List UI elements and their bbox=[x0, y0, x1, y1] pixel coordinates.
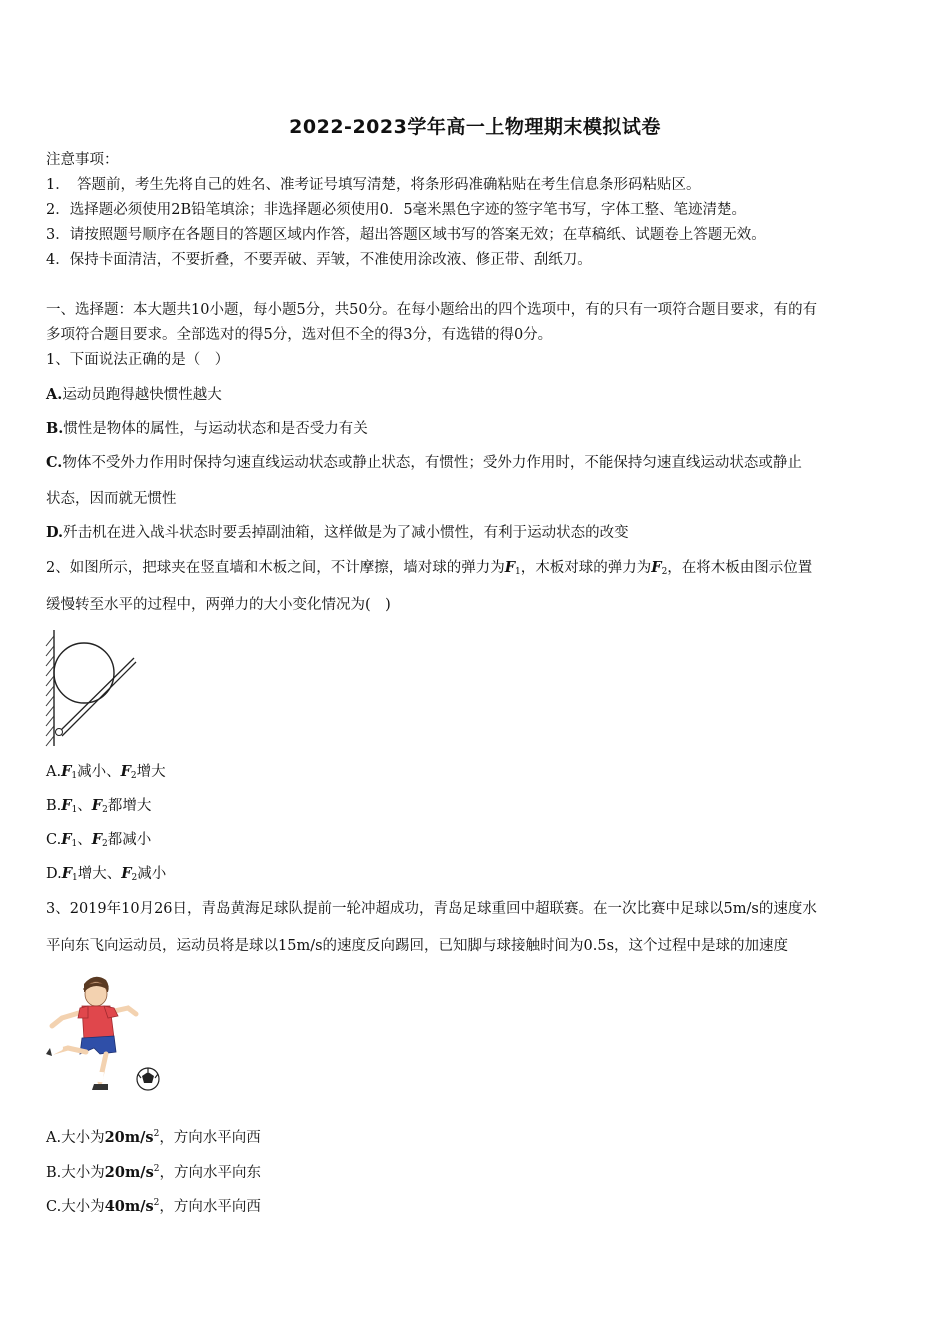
page-title: 2022-2023学年高一上物理期末模拟试卷 bbox=[289, 116, 661, 138]
notice-item: 4．保持卡面清洁，不要折叠，不要弄破、弄皱，不准使用涂改液、修正带、刮纸刀。 bbox=[46, 252, 592, 268]
q1-option-c-cont: 状态，因而就无惯性 bbox=[46, 491, 177, 507]
q3-option-a: A.大小为$20m/s^2$，方向水平向西 bbox=[46, 1129, 261, 1146]
section-intro-line: 多项符合题目要求。全部选对的得5分，选对但不全的得3分，有选错的得0分。 bbox=[46, 327, 553, 343]
q2-stem: 2、如图所示，把球夹在竖直墙和木板之间，不计摩擦，墙对球的弹力为$F_1$，木板对球的弹力为$F_2$，在将木板由图示位置 bbox=[46, 559, 813, 577]
q1-option-a: A.运动员跑得越快惯性越大 bbox=[46, 386, 222, 403]
q3-stem: 3、2019年10月26日，青岛黄海足球队提前一轮冲超成功，青岛足球重回中超联赛。在一次比赛中足球以5m/s的速度水 bbox=[46, 901, 817, 917]
ball-wall-board-figure bbox=[44, 628, 138, 750]
q1-option-c: C.物体不受外力作用时保持匀速直线运动状态或静止状态，有惯性；受外力作用时，不能保持匀速直线运动状态或静止 bbox=[46, 454, 802, 471]
q1-option-b: B.惯性是物体的属性，与运动状态和是否受力有关 bbox=[46, 420, 368, 437]
q3-stem-cont: 平向东飞向运动员，运动员将是球以15m/s的速度反向踢回，已知脚与球接触时间为0.5s，这个过程中是球的加速度 bbox=[46, 938, 789, 954]
notice-item: 2．选择题必须使用2B铅笔填涂；非选择题必须使用0．5毫米黑色字迹的签字笔书写，字体工整、笔迹清楚。 bbox=[46, 202, 747, 218]
q3-option-c: C.大小为$40m/s^2$，方向水平向西 bbox=[46, 1198, 261, 1215]
q2-option-a: $A.F_1$减小、$F_2$增大 bbox=[46, 763, 166, 781]
q1-option-d: D.歼击机在进入战斗状态时要丢掉副油箱，这样做是为了减小惯性，有利于运动状态的改变 bbox=[46, 524, 629, 541]
q2-option-d: $D.F_1$增大、$F_2$减小 bbox=[46, 865, 167, 883]
notice-item: 3．请按照题号顺序在各题目的答题区域内作答，超出答题区域书写的答案无效；在草稿纸、试题卷上答题无效。 bbox=[46, 227, 766, 243]
section-intro-line: 一、选择题：本大题共10小题，每小题5分，共50分。在每小题给出的四个选项中，有的只有一项符合题目要求，有的有 bbox=[46, 302, 818, 318]
q2-stem-cont: 缓慢转至水平的过程中，两弹力的大小变化情况为( ) bbox=[46, 597, 391, 613]
notice-item: 1． 答题前，考生先将自己的姓名、准考证号填写清楚，将条形码准确粘贴在考生信息条形码粘贴区。 bbox=[46, 177, 701, 193]
q2-option-b: $B.F_1$、$F_2$都增大 bbox=[46, 797, 152, 815]
q3-option-b: B.大小为$20m/s^2$，方向水平向东 bbox=[46, 1164, 261, 1181]
q2-option-c: $C.F_1$、$F_2$都减小 bbox=[46, 831, 152, 849]
q1-stem: 1、下面说法正确的是（ ） bbox=[46, 352, 230, 368]
notice-heading: 注意事项： bbox=[46, 152, 119, 168]
soccer-player-figure bbox=[44, 968, 166, 1096]
